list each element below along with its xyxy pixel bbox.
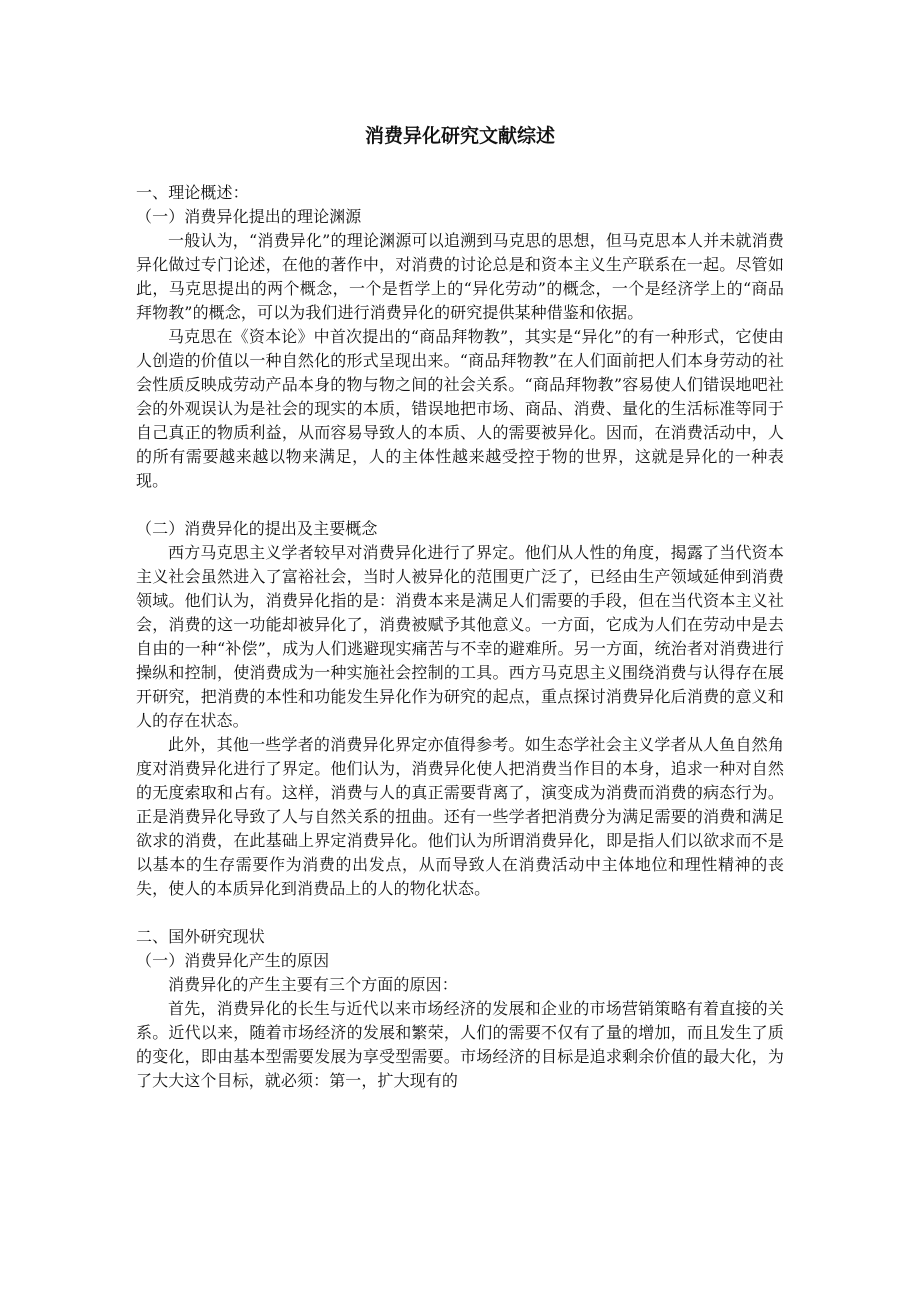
paragraph: 西方马克思主义学者较早对消费异化进行了界定。他们从人性的角度，揭露了当代资本主义社会虽然进入了富裕社会，当时人被异化的范围更广泛了，已经由生产领域延伸到消费领域。他们认为，消费异化指的是：消费本来是满足人们需要的手段，但在当代资本主义社会，消费的这一功能却被异化了，消费被赋予其他意义。一方面，它成为人们在劳动中是去自由的一种“补偿”，成为人们逃避现实痛苦与不幸的避难所。另一方面，统治者对消费进行操纵和控制，使消费成为一种实施社会控制的工具。西方马克思主义围绕消费与认得存在展开研究，把消费的本性和功能发生异化作为研究的起点，重点探讨消费异化后消费的意义和人的存在状态。 [136, 543, 784, 730]
paragraph: 马克思在《资本论》中首次提出的“商品拜物教”，其实是“异化”的有一种形式，它使由人创造的价值以一种自然化的形式呈现出来。“商品拜物教”在人们面前把人们本身劳动的社会性质反映成劳动产品本身的物与物之间的社会关系。“商品拜物教”容易使人们错误地吧社会的外观误认为是社会的现实的本质，错误地把市场、商品、消费、量化的生活标准等同于自己真正的物质利益，从而容易导致人的本质、人的需要被异化。因而，在消费活动中，人的所有需要越来越以物来满足，人的主体性越来越受控于物的世界，这就是异化的一种表现。 [136, 327, 784, 490]
section-2-heading: 二、国外研究现状 [136, 927, 265, 946]
paragraph: 首先，消费异化的长生与近代以来市场经济的发展和企业的市场营销策略有着直接的关系。近代以来，随着市场经济的发展和繁荣，人们的需要不仅有了量的增加，而且发生了质的变化，即由基本型需要发展为享受型需要。市场经济的目标是追求剩余价值的最大化，为了大大这个目标，就必须：第一，扩大现有的 [136, 999, 784, 1090]
paragraph-gap [136, 901, 784, 925]
section-1-2-heading: （二）消费异化的提出及主要概念 [136, 519, 378, 538]
section-1-heading: 一、理论概述： [136, 183, 249, 202]
paragraph: 一般认为，“消费异化”的理论渊源可以追溯到马克思的思想，但马克思本人并未就消费异化做过专门论述，在他的著作中，对消费的讨论总是和资本主义生产联系在一起。尽管如此，马克思提出的两个概念，一个是哲学上的“异化劳动”的概念，一个是经济学上的“商品拜物教”的概念，可以为我们进行消费异化的研究提供某种借鉴和依据。 [136, 231, 784, 322]
paragraph-gap [136, 493, 784, 517]
document-body [136, 181, 784, 1093]
paragraph: 此外，其他一些学者的消费异化界定亦值得参考。如生态学社会主义学者从人鱼自然角度对消费异化进行了界定。他们认为，消费异化使人把消费当作目的本身，追求一种对自然的无度索取和占有。这样，消费与人的真正需要背离了，演变成为消费而消费的病态行为。正是消费异化导致了人与自然关系的扭曲。还有一些学者把消费分为满足需要的消费和满足欲求的消费，在此基础上界定消费异化。他们认为所谓消费异化，即是指人们以欲求而不是以基本的生存需要作为消费的出发点，从而导致人在消费活动中主体地位和理性精神的丧失，使人的本质异化到消费品上的人的物化状态。 [136, 735, 784, 898]
section-1-1-heading: （一）消费异化提出的理论渊源 [136, 207, 362, 226]
paragraph: 消费异化的产生主要有三个方面的原因： [168, 975, 458, 994]
section-2-1-heading: （一）消费异化产生的原因 [136, 951, 330, 970]
document-title: 消费异化研究文献综述 [364, 125, 555, 147]
